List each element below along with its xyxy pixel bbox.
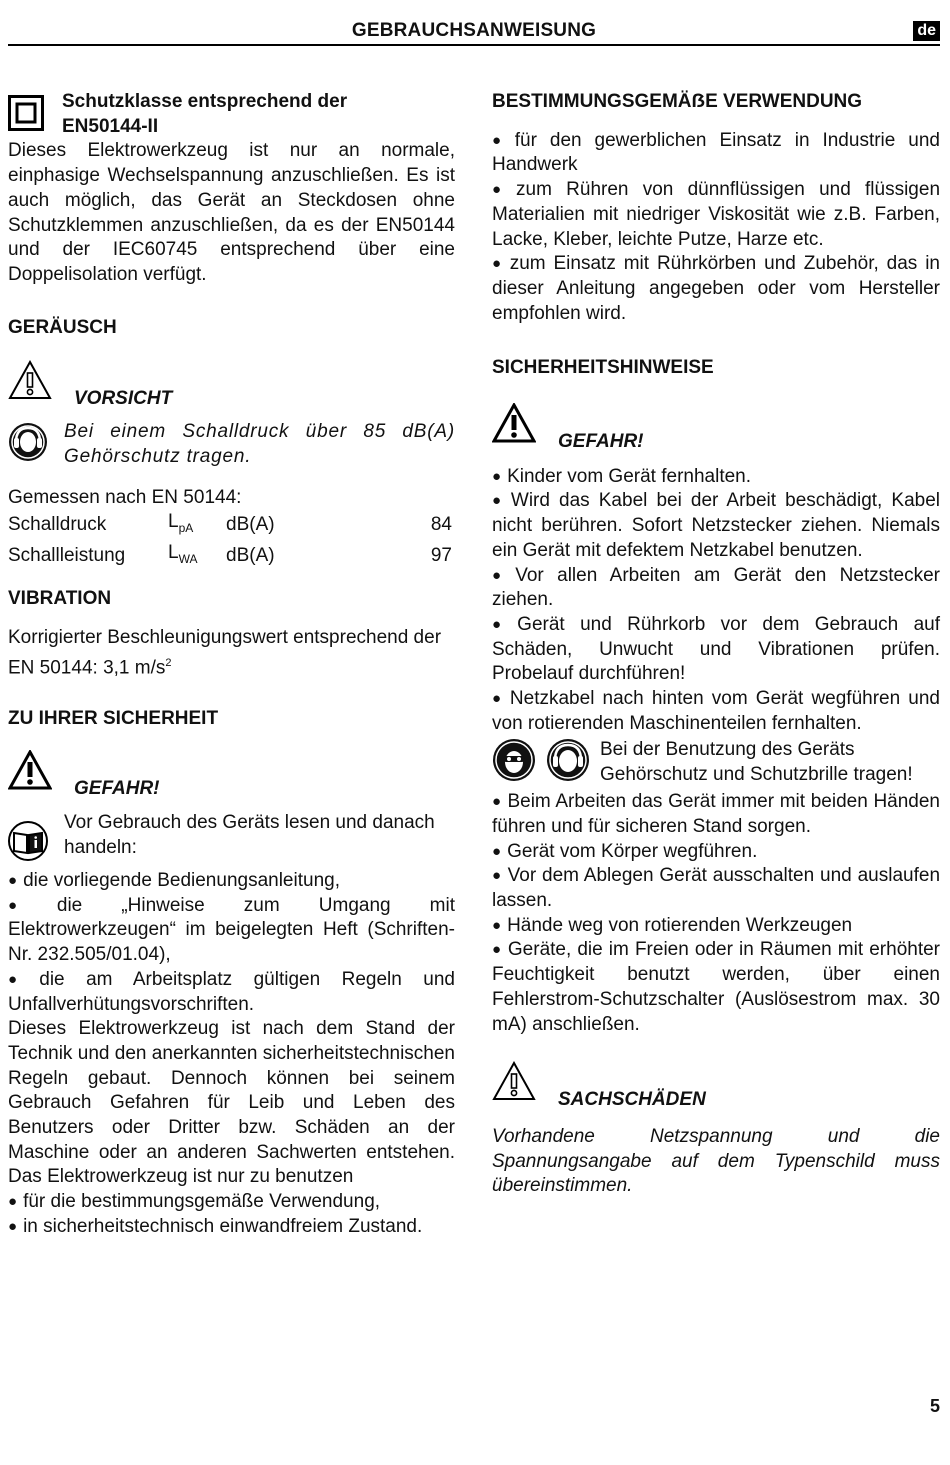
page-number: 5 — [929, 1396, 940, 1416]
safety-bullet: ● Netzkabel nach hinten vom Gerät wegführen und von rotierenden Maschinenteilen fernhalten. — [492, 687, 940, 736]
safety-bullet: ● Beim Arbeiten das Gerät immer mit beiden Händen führen und für sicheren Stand sorgen. — [492, 790, 940, 839]
safety-bullet: ● Wird das Kabel bei der Arbeit beschädigt, Kabel nicht berühren. Sofort Netzstecker ziehen. Niemals ein Gerät mit defektem Netzkabel benutzen. — [492, 489, 940, 563]
ear-protection-icon — [8, 422, 48, 470]
header-title: GEBRAUCHSANWEISUNG — [351, 20, 597, 41]
bestimmung-bullet: ● zum Rühren von dünnflüssigen und flüssigen Materialien mit niedriger Viskosität wie z.B. Farben, Lacke, Kleber, leichte Putze, Harze etc. — [492, 178, 940, 252]
safety-bullet: ● Vor allen Arbeiten am Gerät den Netzstecker ziehen. — [492, 564, 940, 613]
vibration-text — [8, 626, 455, 681]
noise-row — [8, 541, 452, 572]
read-bullet: ● die „Hinweise zum Umgang mit Elektrowerkzeugen“ im beigelegten Heft (Schriften-Nr. 232.505/01.04), — [8, 894, 455, 968]
ear-protection-row — [8, 420, 455, 470]
gefahr-label: GEFAHR! — [558, 431, 644, 453]
use-bullet: ● für die bestimmungsgemäße Verwendung, — [8, 1190, 455, 1215]
noise-subscript: WA — [178, 551, 198, 566]
safety-bullet: ● Gerät vom Körper wegführen. — [492, 840, 940, 865]
sachschaeden-label: SACHSCHÄDEN — [558, 1089, 706, 1111]
noise-label: Schallleistung — [8, 544, 126, 566]
safety-list-a — [492, 465, 940, 737]
schutzklasse-text: Dieses Elektrowerkzeug ist nur an normale, einphasige Wechselspannung anzuschließen. Es ist auch möglich, das Gerät an Steckdosen ohne Schutzklemmen anzuschließen, da es der EN50144 und der IEC60745 entsprechend über eine Doppelisolation verfügt. — [8, 140, 455, 285]
sicherheit-heading: ZU IHRER SICHERHEIT — [8, 707, 219, 729]
warning-triangle-icon — [8, 360, 52, 408]
safety-bullet: ● Vor dem Ablegen Gerät ausschalten und auslaufen lassen. — [492, 864, 940, 913]
ear-protection-icon — [546, 738, 590, 790]
double-insulation-icon — [8, 95, 44, 139]
read-bullet: ● die am Arbeitsplatz gültigen Regeln und Unfallverhütungsvorschriften. — [8, 968, 455, 1017]
noise-label: Schalldruck — [8, 514, 107, 536]
safety-bullet: ● Hände weg von rotierenden Werkzeugen — [492, 914, 940, 939]
safety-bullet: ● Kinder vom Gerät fernhalten. — [492, 465, 940, 490]
sachschaeden-row — [492, 1061, 940, 1109]
noise-unit: dB(A) — [226, 544, 275, 566]
warning-triangle-icon — [492, 403, 536, 451]
vibration-exponent: 2 — [165, 656, 172, 669]
vibration-heading: VIBRATION — [8, 588, 112, 610]
page-header — [8, 18, 940, 46]
read-bullet: ● die vorliegende Bedienungsanleitung, — [8, 869, 455, 894]
bestimmung-heading: BESTIMMUNGSGEMÄẞE VERWENDUNG — [492, 91, 863, 112]
manual-read-icon — [8, 821, 48, 869]
gefahr-row-right — [492, 403, 940, 451]
sicherheitshinweise-heading: SICHERHEITSHINWEISE — [492, 357, 714, 379]
noise-unit: dB(A) — [226, 514, 275, 536]
noise-value: 84 — [430, 514, 452, 536]
noise-subscript: pA — [178, 521, 194, 536]
sachschaeden-text: Vorhandene Netzspannung und die Spannungsangabe auf dem Typenschild muss übereinstimmen. — [492, 1125, 940, 1197]
geraeusch-heading: GERÄUSCH — [8, 316, 117, 338]
bestimmung-bullet: ● zum Einsatz mit Rührkörben und Zubehör, das in dieser Anleitung angegeben oder vom Hersteller empfohlen wird. — [492, 252, 940, 326]
noise-symbol: L — [168, 541, 179, 563]
use-bullet: ● in sicherheitstechnisch einwandfreiem Zustand. — [8, 1215, 455, 1240]
safety-bullet: ● Gerät und Rührkorb vor dem Gebrauch auf Schäden, Unwucht und Vibrationen prüfen. Probelauf durchführen! — [492, 613, 940, 687]
gefahr-label: GEFAHR! — [74, 777, 160, 799]
gefahr-row-left — [8, 750, 455, 798]
read-text: Vor Gebrauch des Geräts lesen und danach handeln: — [64, 812, 435, 858]
bestimmung-list — [492, 129, 940, 327]
read-manual-row — [8, 812, 455, 869]
schutzklasse-title: Schutzklasse entsprechend der EN50144-II — [62, 91, 348, 137]
right-column — [492, 90, 940, 1199]
vorsicht-text: Bei einem Schalldruck über 85 dB(A) Gehörschutz tragen. — [64, 421, 455, 467]
ppe-text: Bei der Benutzung des Geräts Gehörschutz und Schutzbrille tragen! — [600, 739, 913, 786]
measured-intro: Gemessen nach EN 50144: — [8, 486, 242, 508]
bestimmung-bullet: ● für den gewerblichen Einsatz in Industrie und Handwerk — [492, 129, 940, 178]
vibration-value: Korrigierter Beschleunigungswert entsprechend der EN 50144: 3,1 m/s — [8, 627, 442, 679]
stand-text: Dieses Elektrowerkzeug ist nach dem Stand der Technik und den anerkannten sicherheitstechnischen Regeln gebaut. Dennoch können bei seinem Gebrauch Gefahren für Leib und Leben des Benutzers oder Dritter bzw. Schäden an der Maschine oder an anderen Sachwerten entstehen. Das Elektrowerkzeug ist nur zu benutzen — [8, 1018, 455, 1188]
schutzklasse-block — [8, 90, 455, 139]
ppe-row — [492, 738, 940, 790]
warning-triangle-icon — [492, 1061, 536, 1109]
noise-row — [8, 510, 452, 541]
safety-list-b — [492, 790, 940, 1037]
noise-symbol: L — [168, 511, 179, 533]
left-column — [8, 90, 455, 1240]
noise-value: 97 — [430, 544, 452, 566]
eye-protection-icon — [492, 738, 536, 790]
noise-table — [8, 510, 452, 571]
vorsicht-row — [8, 360, 455, 408]
language-badge: de — [913, 21, 940, 41]
safety-bullet: ● Geräte, die im Freien oder in Räumen mit erhöhter Feuchtigkeit benutzt werden, über einen Fehlerstrom-Schutzschalter (Auslösestrom max. 30 mA) anschließen. — [492, 938, 940, 1037]
vorsicht-label: VORSICHT — [74, 388, 173, 410]
warning-triangle-icon — [8, 750, 52, 798]
